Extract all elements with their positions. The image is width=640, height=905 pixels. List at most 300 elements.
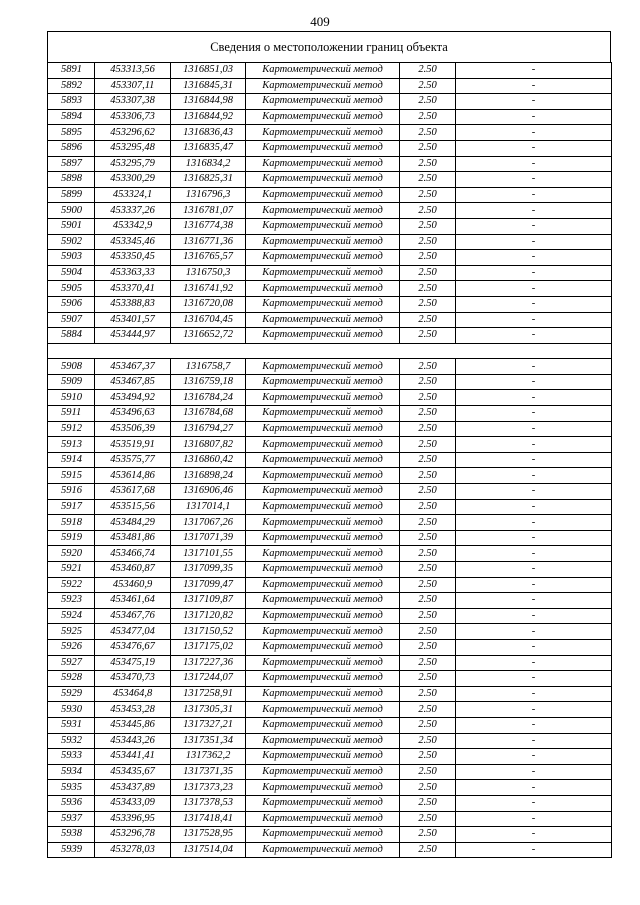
coord-y-cell: 1316836,43 (171, 125, 246, 141)
table-row (48, 484, 612, 500)
method-cell: Картометрический метод (246, 702, 400, 718)
note-cell: - (456, 296, 612, 312)
table-row (48, 390, 612, 406)
coord-x-cell: 453445,86 (95, 717, 171, 733)
method-cell: Картометрический метод (246, 686, 400, 702)
accuracy-cell: 2.50 (400, 390, 456, 406)
note-cell: - (456, 218, 612, 234)
accuracy-cell: 2.50 (400, 764, 456, 780)
coordinates-table-body (48, 63, 612, 858)
accuracy-cell: 2.50 (400, 234, 456, 250)
note-cell: - (456, 733, 612, 749)
coord-y-cell: 1317014,1 (171, 499, 246, 515)
coord-y-cell: 1317109,87 (171, 593, 246, 609)
coord-x-cell: 453401,57 (95, 312, 171, 328)
coord-y-cell: 1316774,38 (171, 218, 246, 234)
method-cell: Картометрический метод (246, 515, 400, 531)
table-row (48, 593, 612, 609)
accuracy-cell: 2.50 (400, 109, 456, 125)
coord-x-cell: 453475,19 (95, 655, 171, 671)
note-cell: - (456, 468, 612, 484)
note-cell: - (456, 671, 612, 687)
table-title: Сведения о местоположении границ объекта (47, 31, 611, 62)
note-cell: - (456, 94, 612, 110)
table-row (48, 125, 612, 141)
note-cell: - (456, 639, 612, 655)
point-number-cell: 5923 (48, 593, 95, 609)
coord-x-cell: 453467,85 (95, 374, 171, 390)
accuracy-cell: 2.50 (400, 827, 456, 843)
note-cell: - (456, 125, 612, 141)
method-cell: Картометрический метод (246, 125, 400, 141)
coord-y-cell: 1316704,45 (171, 312, 246, 328)
note-cell: - (456, 702, 612, 718)
point-number-cell: 5915 (48, 468, 95, 484)
table-row (48, 156, 612, 172)
point-number-cell: 5932 (48, 733, 95, 749)
method-cell: Картометрический метод (246, 374, 400, 390)
table-row (48, 63, 612, 79)
method-cell: Картометрический метод (246, 811, 400, 827)
coord-x-cell: 453575,77 (95, 452, 171, 468)
table-row (48, 234, 612, 250)
method-cell: Картометрический метод (246, 406, 400, 422)
method-cell: Картометрический метод (246, 842, 400, 858)
note-cell: - (456, 749, 612, 765)
accuracy-cell: 2.50 (400, 515, 456, 531)
coord-y-cell: 1317305,31 (171, 702, 246, 718)
coord-x-cell: 453444,97 (95, 328, 171, 344)
accuracy-cell: 2.50 (400, 530, 456, 546)
method-cell: Картометрический метод (246, 250, 400, 266)
coord-y-cell: 1317371,35 (171, 764, 246, 780)
note-cell: - (456, 265, 612, 281)
method-cell: Картометрический метод (246, 468, 400, 484)
note-cell: - (456, 187, 612, 203)
table-row (48, 749, 612, 765)
coord-x-cell: 453300,29 (95, 172, 171, 188)
point-number-cell: 5906 (48, 296, 95, 312)
accuracy-cell: 2.50 (400, 156, 456, 172)
point-number-cell: 5894 (48, 109, 95, 125)
accuracy-cell: 2.50 (400, 499, 456, 515)
coord-y-cell: 1317227,36 (171, 655, 246, 671)
method-cell: Картометрический метод (246, 717, 400, 733)
point-number-cell: 5922 (48, 577, 95, 593)
accuracy-cell: 2.50 (400, 624, 456, 640)
point-number-cell: 5898 (48, 172, 95, 188)
method-cell: Картометрический метод (246, 312, 400, 328)
point-number-cell: 5916 (48, 484, 95, 500)
note-cell: - (456, 655, 612, 671)
coord-y-cell: 1316807,82 (171, 437, 246, 453)
point-number-cell: 5911 (48, 406, 95, 422)
accuracy-cell: 2.50 (400, 203, 456, 219)
point-number-cell: 5910 (48, 390, 95, 406)
method-cell: Картометрический метод (246, 94, 400, 110)
coord-y-cell: 1317378,53 (171, 795, 246, 811)
table-row (48, 608, 612, 624)
table-row (48, 686, 612, 702)
coord-x-cell: 453324,1 (95, 187, 171, 203)
table-row (48, 702, 612, 718)
note-cell: - (456, 78, 612, 94)
accuracy-cell: 2.50 (400, 546, 456, 562)
point-number-cell: 5939 (48, 842, 95, 858)
method-cell: Картометрический метод (246, 795, 400, 811)
coord-x-cell: 453345,46 (95, 234, 171, 250)
table-row (48, 281, 612, 297)
coord-x-cell: 453363,33 (95, 265, 171, 281)
point-number-cell: 5899 (48, 187, 95, 203)
accuracy-cell: 2.50 (400, 78, 456, 94)
table-row (48, 468, 612, 484)
method-cell: Картометрический метод (246, 187, 400, 203)
coord-y-cell: 1316784,68 (171, 406, 246, 422)
note-cell: - (456, 437, 612, 453)
note-cell: - (456, 624, 612, 640)
table-row (48, 624, 612, 640)
point-number-cell: 5919 (48, 530, 95, 546)
point-number-cell: 5930 (48, 702, 95, 718)
accuracy-cell: 2.50 (400, 125, 456, 141)
coord-x-cell: 453460,87 (95, 562, 171, 578)
coord-x-cell: 453388,83 (95, 296, 171, 312)
coord-x-cell: 453496,63 (95, 406, 171, 422)
accuracy-cell: 2.50 (400, 265, 456, 281)
point-number-cell: 5892 (48, 78, 95, 94)
accuracy-cell: 2.50 (400, 655, 456, 671)
point-number-cell: 5924 (48, 608, 95, 624)
coord-y-cell: 1317327,21 (171, 717, 246, 733)
coord-x-cell: 453617,68 (95, 484, 171, 500)
point-number-cell: 5925 (48, 624, 95, 640)
coord-x-cell: 453295,48 (95, 140, 171, 156)
coord-y-cell: 1317099,35 (171, 562, 246, 578)
accuracy-cell: 2.50 (400, 172, 456, 188)
coord-x-cell: 453295,79 (95, 156, 171, 172)
coord-y-cell: 1316758,7 (171, 359, 246, 375)
coord-x-cell: 453519,91 (95, 437, 171, 453)
coord-y-cell: 1316898,24 (171, 468, 246, 484)
coord-x-cell: 453437,89 (95, 780, 171, 796)
accuracy-cell: 2.50 (400, 593, 456, 609)
table-row (48, 655, 612, 671)
coord-x-cell: 453464,8 (95, 686, 171, 702)
coord-y-cell: 1317418,41 (171, 811, 246, 827)
method-cell: Картометрический метод (246, 78, 400, 94)
table-row (48, 562, 612, 578)
accuracy-cell: 2.50 (400, 421, 456, 437)
point-number-cell: 5891 (48, 63, 95, 79)
coord-x-cell: 453350,45 (95, 250, 171, 266)
method-cell: Картометрический метод (246, 780, 400, 796)
table-row (48, 671, 612, 687)
coord-x-cell: 453494,92 (95, 390, 171, 406)
coord-x-cell: 453453,28 (95, 702, 171, 718)
point-number-cell: 5935 (48, 780, 95, 796)
note-cell: - (456, 515, 612, 531)
coord-y-cell: 1316796,3 (171, 187, 246, 203)
note-cell: - (456, 577, 612, 593)
table-row (48, 842, 612, 858)
table-row (48, 811, 612, 827)
coord-y-cell: 1316906,46 (171, 484, 246, 500)
coord-y-cell: 1316652,72 (171, 328, 246, 344)
point-number-cell: 5896 (48, 140, 95, 156)
method-cell: Картометрический метод (246, 562, 400, 578)
point-number-cell: 5918 (48, 515, 95, 531)
note-cell: - (456, 593, 612, 609)
accuracy-cell: 2.50 (400, 717, 456, 733)
coord-y-cell: 1317258,91 (171, 686, 246, 702)
note-cell: - (456, 156, 612, 172)
method-cell: Картометрический метод (246, 156, 400, 172)
coord-y-cell: 1316781,07 (171, 203, 246, 219)
separator-cell (48, 343, 612, 359)
accuracy-cell: 2.50 (400, 328, 456, 344)
point-number-cell: 5936 (48, 795, 95, 811)
table-row (48, 406, 612, 422)
coord-x-cell: 453467,37 (95, 359, 171, 375)
coord-x-cell: 453484,29 (95, 515, 171, 531)
coord-y-cell: 1316741,92 (171, 281, 246, 297)
accuracy-cell: 2.50 (400, 702, 456, 718)
note-cell: - (456, 374, 612, 390)
accuracy-cell: 2.50 (400, 63, 456, 79)
method-cell: Картометрический метод (246, 203, 400, 219)
coord-y-cell: 1316845,31 (171, 78, 246, 94)
method-cell: Картометрический метод (246, 234, 400, 250)
table-row (48, 421, 612, 437)
note-cell: - (456, 717, 612, 733)
note-cell: - (456, 484, 612, 500)
point-number-cell: 5902 (48, 234, 95, 250)
table-row (48, 499, 612, 515)
point-number-cell: 5920 (48, 546, 95, 562)
table-row (48, 452, 612, 468)
accuracy-cell: 2.50 (400, 484, 456, 500)
method-cell: Картометрический метод (246, 655, 400, 671)
method-cell: Картометрический метод (246, 359, 400, 375)
accuracy-cell: 2.50 (400, 749, 456, 765)
accuracy-cell: 2.50 (400, 187, 456, 203)
note-cell: - (456, 686, 612, 702)
coord-x-cell: 453461,64 (95, 593, 171, 609)
method-cell: Картометрический метод (246, 265, 400, 281)
table-row (48, 530, 612, 546)
method-cell: Картометрический метод (246, 764, 400, 780)
point-number-cell: 5912 (48, 421, 95, 437)
coord-x-cell: 453306,73 (95, 109, 171, 125)
method-cell: Картометрический метод (246, 577, 400, 593)
method-cell: Картометрический метод (246, 328, 400, 344)
point-number-cell: 5903 (48, 250, 95, 266)
accuracy-cell: 2.50 (400, 577, 456, 593)
point-number-cell: 5908 (48, 359, 95, 375)
coord-x-cell: 453506,39 (95, 421, 171, 437)
table-row (48, 437, 612, 453)
point-number-cell: 5909 (48, 374, 95, 390)
table-row (48, 203, 612, 219)
coord-y-cell: 1317150,52 (171, 624, 246, 640)
note-cell: - (456, 452, 612, 468)
method-cell: Картометрический метод (246, 827, 400, 843)
coord-x-cell: 453614,86 (95, 468, 171, 484)
table-row (48, 140, 612, 156)
accuracy-cell: 2.50 (400, 671, 456, 687)
accuracy-cell: 2.50 (400, 250, 456, 266)
coord-y-cell: 1317373,23 (171, 780, 246, 796)
coord-x-cell: 453467,76 (95, 608, 171, 624)
method-cell: Картометрический метод (246, 172, 400, 188)
coord-x-cell: 453278,03 (95, 842, 171, 858)
accuracy-cell: 2.50 (400, 452, 456, 468)
note-cell: - (456, 764, 612, 780)
coord-y-cell: 1316825,31 (171, 172, 246, 188)
method-cell: Картометрический метод (246, 608, 400, 624)
method-cell: Картометрический метод (246, 109, 400, 125)
note-cell: - (456, 530, 612, 546)
table-row (48, 187, 612, 203)
coord-x-cell: 453443,26 (95, 733, 171, 749)
coord-y-cell: 1316759,18 (171, 374, 246, 390)
accuracy-cell: 2.50 (400, 842, 456, 858)
accuracy-cell: 2.50 (400, 406, 456, 422)
method-cell: Картометрический метод (246, 140, 400, 156)
accuracy-cell: 2.50 (400, 608, 456, 624)
note-cell: - (456, 827, 612, 843)
accuracy-cell: 2.50 (400, 562, 456, 578)
coord-x-cell: 453433,09 (95, 795, 171, 811)
method-cell: Картометрический метод (246, 749, 400, 765)
note-cell: - (456, 109, 612, 125)
table-row (48, 312, 612, 328)
coord-y-cell: 1317362,2 (171, 749, 246, 765)
table-row (48, 733, 612, 749)
coord-y-cell: 1316834,2 (171, 156, 246, 172)
accuracy-cell: 2.50 (400, 140, 456, 156)
boundary-table-sheet (47, 31, 611, 858)
coord-y-cell: 1316835,47 (171, 140, 246, 156)
accuracy-cell: 2.50 (400, 780, 456, 796)
coord-x-cell: 453296,62 (95, 125, 171, 141)
accuracy-cell: 2.50 (400, 733, 456, 749)
accuracy-cell: 2.50 (400, 639, 456, 655)
coord-x-cell: 453477,04 (95, 624, 171, 640)
coord-x-cell: 453515,56 (95, 499, 171, 515)
point-number-cell: 5927 (48, 655, 95, 671)
accuracy-cell: 2.50 (400, 374, 456, 390)
coord-y-cell: 1316851,03 (171, 63, 246, 79)
point-number-cell: 5937 (48, 811, 95, 827)
point-number-cell: 5897 (48, 156, 95, 172)
coord-y-cell: 1317101,55 (171, 546, 246, 562)
accuracy-cell: 2.50 (400, 281, 456, 297)
note-cell: - (456, 140, 612, 156)
point-number-cell: 5938 (48, 827, 95, 843)
note-cell: - (456, 842, 612, 858)
accuracy-cell: 2.50 (400, 811, 456, 827)
coord-y-cell: 1316750,3 (171, 265, 246, 281)
point-number-cell: 5900 (48, 203, 95, 219)
coord-x-cell: 453481,86 (95, 530, 171, 546)
point-number-cell: 5884 (48, 328, 95, 344)
method-cell: Картометрический метод (246, 593, 400, 609)
note-cell: - (456, 562, 612, 578)
coord-y-cell: 1316771,36 (171, 234, 246, 250)
table-row (48, 795, 612, 811)
point-number-cell: 5929 (48, 686, 95, 702)
note-cell: - (456, 359, 612, 375)
accuracy-cell: 2.50 (400, 218, 456, 234)
table-row (48, 265, 612, 281)
point-number-cell: 5907 (48, 312, 95, 328)
note-cell: - (456, 406, 612, 422)
method-cell: Картометрический метод (246, 218, 400, 234)
method-cell: Картометрический метод (246, 296, 400, 312)
table-row (48, 374, 612, 390)
note-cell: - (456, 250, 612, 266)
coord-x-cell: 453337,26 (95, 203, 171, 219)
table-row (48, 827, 612, 843)
coord-y-cell: 1317175,02 (171, 639, 246, 655)
accuracy-cell: 2.50 (400, 468, 456, 484)
note-cell: - (456, 312, 612, 328)
note-cell: - (456, 795, 612, 811)
method-cell: Картометрический метод (246, 530, 400, 546)
table-row (48, 218, 612, 234)
note-cell: - (456, 499, 612, 515)
page-number: 409 (310, 14, 330, 29)
table-row (48, 577, 612, 593)
table-row (48, 94, 612, 110)
point-number-cell: 5914 (48, 452, 95, 468)
accuracy-cell: 2.50 (400, 686, 456, 702)
coord-y-cell: 1316720,08 (171, 296, 246, 312)
method-cell: Картометрический метод (246, 63, 400, 79)
coord-y-cell: 1317099,47 (171, 577, 246, 593)
method-cell: Картометрический метод (246, 671, 400, 687)
table-row (48, 109, 612, 125)
table-row (48, 546, 612, 562)
coord-x-cell: 453435,67 (95, 764, 171, 780)
coord-y-cell: 1316844,92 (171, 109, 246, 125)
note-cell: - (456, 780, 612, 796)
table-row (48, 78, 612, 94)
table-row (48, 515, 612, 531)
point-number-cell: 5933 (48, 749, 95, 765)
table-row (48, 764, 612, 780)
accuracy-cell: 2.50 (400, 296, 456, 312)
coord-x-cell: 453370,41 (95, 281, 171, 297)
coord-y-cell: 1317244,07 (171, 671, 246, 687)
note-cell: - (456, 546, 612, 562)
coord-y-cell: 1317351,34 (171, 733, 246, 749)
table-row (48, 717, 612, 733)
table-row (48, 172, 612, 188)
table-row (48, 296, 612, 312)
coord-x-cell: 453307,38 (95, 94, 171, 110)
coordinates-table (47, 62, 612, 858)
coord-x-cell: 453470,73 (95, 671, 171, 687)
accuracy-cell: 2.50 (400, 437, 456, 453)
coord-y-cell: 1316860,42 (171, 452, 246, 468)
point-number-cell: 5917 (48, 499, 95, 515)
note-cell: - (456, 234, 612, 250)
coord-y-cell: 1316784,24 (171, 390, 246, 406)
point-number-cell: 5934 (48, 764, 95, 780)
